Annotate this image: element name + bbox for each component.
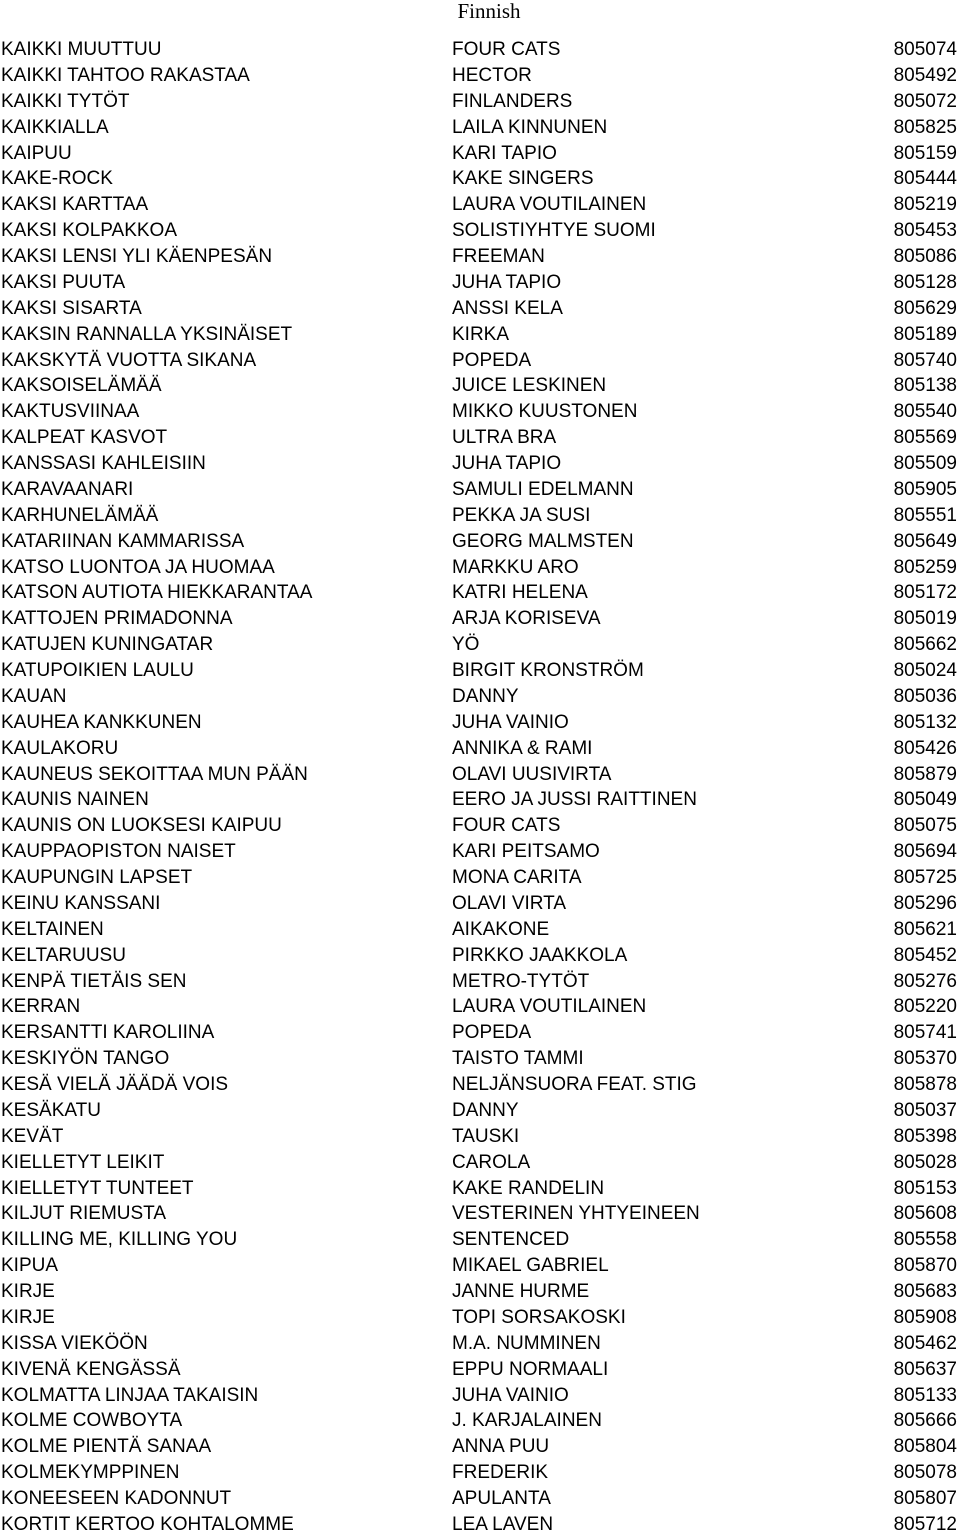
song-code: 805086 bbox=[893, 246, 957, 267]
table-row bbox=[0, 477, 960, 503]
song-artist: MONA CARITA bbox=[452, 867, 582, 888]
table-row bbox=[0, 1046, 960, 1072]
song-artist: KIRKA bbox=[452, 323, 510, 345]
song-title: KAKSI KOLPAKKOA bbox=[1, 220, 178, 242]
song-artist: FREDERIK bbox=[452, 1462, 549, 1484]
song-artist: OLAVI UUSIVIRTA bbox=[452, 763, 612, 785]
table-row bbox=[0, 1460, 960, 1486]
song-title: KAKSI SISARTA bbox=[1, 297, 142, 319]
song-artist: ANNA PUU bbox=[452, 1436, 550, 1458]
song-artist: CAROLA bbox=[452, 1151, 531, 1173]
song-artist: EERO JA JUSSI RAITTINEN bbox=[452, 789, 697, 811]
song-code: 805078 bbox=[893, 1462, 957, 1484]
song-title: KAUAN bbox=[1, 685, 67, 707]
table-row bbox=[0, 1253, 960, 1279]
song-artist: FOUR CATS bbox=[452, 815, 561, 837]
song-artist: ANSSI KELA bbox=[452, 297, 563, 319]
table-row bbox=[0, 994, 960, 1020]
song-artist: MARKKU ARO bbox=[452, 556, 579, 578]
song-code: 805172 bbox=[893, 582, 957, 604]
song-artist: TOPI SORSAKOSKI bbox=[452, 1306, 626, 1328]
song-title: KAIKKI TYTÖT bbox=[1, 90, 130, 112]
song-title: KILLING ME, KILLING YOU bbox=[1, 1229, 238, 1251]
table-row bbox=[0, 348, 960, 374]
song-code: 805444 bbox=[893, 168, 957, 190]
table-row bbox=[0, 1072, 960, 1098]
song-artist: DANNY bbox=[452, 685, 519, 707]
table-row bbox=[0, 1176, 960, 1202]
song-title: KAKSI LENSI YLI KÄENPESÄN bbox=[1, 246, 273, 267]
song-code: 805908 bbox=[893, 1306, 957, 1328]
song-artist: M.A. NUMMINEN bbox=[452, 1332, 601, 1354]
song-artist: KAKE RANDELIN bbox=[452, 1177, 605, 1199]
song-title: KERSANTTI KAROLIINA bbox=[1, 1022, 215, 1044]
song-code: 805036 bbox=[893, 685, 957, 707]
song-artist: DANNY bbox=[452, 1099, 519, 1121]
table-row bbox=[0, 1486, 960, 1512]
table-row bbox=[0, 1331, 960, 1357]
table-row bbox=[0, 969, 960, 995]
song-artist: METRO-TYTÖT bbox=[452, 970, 590, 992]
song-code: 805905 bbox=[893, 478, 957, 500]
song-code: 805138 bbox=[893, 375, 957, 397]
song-artist: ULTRA BRA bbox=[452, 427, 557, 449]
song-title: KORTIT KERTOO KOHTALOMME bbox=[1, 1513, 294, 1535]
song-title: KERRAN bbox=[1, 996, 81, 1018]
table-row bbox=[0, 1098, 960, 1124]
song-title: KOLME COWBOYTA bbox=[1, 1410, 183, 1432]
song-title: KONEESEEN KADONNUT bbox=[1, 1488, 232, 1509]
song-code: 805741 bbox=[893, 1022, 957, 1044]
table-row bbox=[0, 115, 960, 141]
song-artist: PEKKA JA SUSI bbox=[452, 504, 591, 526]
song-title: KEVÄT bbox=[1, 1125, 64, 1147]
song-code: 805509 bbox=[893, 453, 957, 474]
song-title: KENPÄ TIETÄIS SEN bbox=[1, 970, 187, 992]
song-title: KAIKKI TAHTOO RAKASTAA bbox=[1, 64, 250, 86]
song-code: 805666 bbox=[893, 1410, 957, 1432]
song-artist: POPEDA bbox=[452, 1022, 532, 1044]
song-code: 805132 bbox=[893, 711, 957, 733]
song-title: KIELLETYT LEIKIT bbox=[1, 1151, 165, 1173]
song-title: KARHUNELÄMÄÄ bbox=[1, 504, 159, 526]
table-row bbox=[0, 1305, 960, 1331]
song-artist: POPEDA bbox=[452, 349, 532, 371]
table-row bbox=[0, 529, 960, 555]
song-code: 805189 bbox=[893, 323, 957, 345]
song-artist: LEA LAVEN bbox=[452, 1513, 554, 1535]
song-code: 805370 bbox=[893, 1048, 957, 1070]
song-title: KESÄKATU bbox=[1, 1099, 101, 1121]
song-artist: MIKAEL GABRIEL bbox=[452, 1255, 609, 1277]
song-code: 805807 bbox=[893, 1488, 957, 1509]
song-artist: EPPU NORMAALI bbox=[452, 1358, 609, 1380]
song-title: KAKSIN RANNALLA YKSINÄISET bbox=[1, 323, 293, 345]
song-artist: J. KARJALAINEN bbox=[452, 1410, 602, 1432]
song-code: 805259 bbox=[893, 556, 957, 578]
song-title: KAUPPAOPISTON NAISET bbox=[1, 841, 236, 863]
song-title: KAIKKIALLA bbox=[1, 116, 109, 138]
song-artist: SAMULI EDELMANN bbox=[452, 478, 634, 500]
song-code: 805540 bbox=[893, 401, 957, 423]
song-code: 805825 bbox=[893, 116, 957, 138]
song-code: 805019 bbox=[893, 608, 957, 630]
song-title: KAKSOISELÄMÄÄ bbox=[1, 375, 162, 397]
song-artist: FOUR CATS bbox=[452, 39, 561, 60]
table-row bbox=[0, 322, 960, 348]
song-artist: LAILA KINNUNEN bbox=[452, 116, 608, 138]
song-code: 805453 bbox=[893, 220, 957, 242]
song-code: 805608 bbox=[893, 1203, 957, 1225]
song-code: 805398 bbox=[893, 1125, 957, 1147]
table-row bbox=[0, 1150, 960, 1176]
song-code: 805426 bbox=[893, 737, 957, 759]
song-artist: HECTOR bbox=[452, 64, 532, 86]
song-code: 805133 bbox=[893, 1384, 957, 1406]
song-code: 805683 bbox=[893, 1281, 957, 1302]
table-row bbox=[0, 373, 960, 399]
table-row bbox=[0, 296, 960, 322]
table-row bbox=[0, 710, 960, 736]
song-artist: FREEMAN bbox=[452, 246, 545, 267]
song-title: KAKSI KARTTAA bbox=[1, 194, 149, 216]
table-row bbox=[0, 580, 960, 606]
table-row bbox=[0, 1357, 960, 1383]
table-row bbox=[0, 503, 960, 529]
song-artist: PIRKKO JAAKKOLA bbox=[452, 944, 628, 966]
table-row bbox=[0, 1020, 960, 1046]
table-row bbox=[0, 813, 960, 839]
song-artist: BIRGIT KRONSTRÖM bbox=[452, 660, 644, 681]
table-row bbox=[0, 399, 960, 425]
song-title: KAUHEA KANKKUNEN bbox=[1, 711, 202, 733]
table-row bbox=[0, 244, 960, 270]
song-artist: GEORG MALMSTEN bbox=[452, 530, 634, 552]
table-row bbox=[0, 943, 960, 969]
song-code: 805159 bbox=[893, 142, 957, 164]
song-artist: LAURA VOUTILAINEN bbox=[452, 996, 647, 1018]
song-code: 805637 bbox=[893, 1358, 957, 1380]
table-row bbox=[0, 1124, 960, 1150]
song-artist: VESTERINEN YHTYEINEEN bbox=[452, 1203, 700, 1225]
song-code: 805870 bbox=[893, 1255, 957, 1277]
song-title: KESÄ VIELÄ JÄÄDÄ VOIS bbox=[1, 1074, 229, 1095]
song-code: 805072 bbox=[893, 90, 957, 112]
table-row bbox=[0, 658, 960, 684]
song-code: 805725 bbox=[893, 867, 957, 888]
song-title: KISSA VIEKÖÖN bbox=[1, 1332, 148, 1354]
song-title: KATARIINAN KAMMARISSA bbox=[1, 530, 245, 552]
song-artist: NELJÄNSUORA FEAT. STIG bbox=[452, 1074, 697, 1095]
song-title: KANSSASI KAHLEISIIN bbox=[1, 453, 206, 474]
song-title: KIRJE bbox=[1, 1281, 55, 1302]
song-artist: FINLANDERS bbox=[452, 90, 573, 112]
song-title: KAULAKORU bbox=[1, 737, 119, 759]
song-title: KATUPOIKIEN LAULU bbox=[1, 660, 194, 681]
song-title: KALPEAT KASVOT bbox=[1, 427, 168, 449]
song-artist: JUHA VAINIO bbox=[452, 711, 569, 733]
song-code: 805551 bbox=[893, 504, 957, 526]
song-code: 805694 bbox=[893, 841, 957, 863]
song-code: 805879 bbox=[893, 763, 957, 785]
song-code: 805028 bbox=[893, 1151, 957, 1173]
song-title: KAUNEUS SEKOITTAA MUN PÄÄN bbox=[1, 763, 308, 785]
table-row bbox=[0, 787, 960, 813]
song-artist: KAKE SINGERS bbox=[452, 168, 594, 190]
song-artist: LAURA VOUTILAINEN bbox=[452, 194, 647, 216]
song-code: 805452 bbox=[893, 944, 957, 966]
song-artist: KATRI HELENA bbox=[452, 582, 588, 604]
song-artist: AIKAKONE bbox=[452, 918, 550, 940]
song-title: KATSO LUONTOA JA HUOMAA bbox=[1, 556, 275, 578]
song-artist: APULANTA bbox=[452, 1488, 551, 1509]
song-artist: JUHA TAPIO bbox=[452, 271, 562, 293]
song-artist: JUHA TAPIO bbox=[452, 453, 562, 474]
song-title: KAKE-ROCK bbox=[1, 168, 113, 190]
song-code: 805276 bbox=[893, 970, 957, 992]
song-code: 805629 bbox=[893, 297, 957, 319]
song-code: 805462 bbox=[893, 1332, 957, 1354]
table-row bbox=[0, 166, 960, 192]
song-title: KATSON AUTIOTA HIEKKARANTAA bbox=[1, 582, 313, 604]
table-row bbox=[0, 917, 960, 943]
table-row bbox=[0, 1279, 960, 1305]
song-title: KOLMATTA LINJAA TAKAISIN bbox=[1, 1384, 259, 1406]
song-title: KATTOJEN PRIMADONNA bbox=[1, 608, 233, 630]
table-row bbox=[0, 1201, 960, 1227]
song-code: 805024 bbox=[893, 660, 957, 681]
song-title: KILJUT RIEMUSTA bbox=[1, 1203, 167, 1225]
song-code: 805075 bbox=[893, 815, 957, 837]
song-title: KIPUA bbox=[1, 1255, 59, 1277]
song-title: KIRJE bbox=[1, 1306, 55, 1328]
table-row bbox=[0, 1227, 960, 1253]
table-row bbox=[0, 1434, 960, 1460]
song-code: 805712 bbox=[893, 1513, 957, 1535]
song-code: 805558 bbox=[893, 1229, 957, 1251]
song-code: 805740 bbox=[893, 349, 957, 371]
song-code: 805492 bbox=[893, 64, 957, 86]
table-row bbox=[0, 192, 960, 218]
song-title: KEINU KANSSANI bbox=[1, 892, 161, 914]
song-artist: SENTENCED bbox=[452, 1229, 570, 1251]
table-row bbox=[0, 141, 960, 167]
table-row bbox=[0, 218, 960, 244]
table-row bbox=[0, 606, 960, 632]
song-code: 805621 bbox=[893, 918, 957, 940]
song-title: KELTAINEN bbox=[1, 918, 104, 940]
song-code: 805128 bbox=[893, 271, 957, 293]
song-title: KAIPUU bbox=[1, 142, 72, 164]
table-row bbox=[0, 270, 960, 296]
song-title: KIVENÄ KENGÄSSÄ bbox=[1, 1358, 181, 1380]
table-row bbox=[0, 762, 960, 788]
table-row bbox=[0, 37, 960, 63]
table-row bbox=[0, 736, 960, 762]
song-code: 805074 bbox=[893, 39, 957, 60]
song-title: KOLMEKYMPPINEN bbox=[1, 1462, 180, 1484]
song-artist: JUICE LESKINEN bbox=[452, 375, 607, 397]
table-row bbox=[0, 451, 960, 477]
song-title: KAUPUNGIN LAPSET bbox=[1, 867, 193, 888]
song-title: KOLME PIENTÄ SANAA bbox=[1, 1436, 212, 1458]
song-title: KATUJEN KUNINGATAR bbox=[1, 634, 214, 656]
song-code: 805049 bbox=[893, 789, 957, 811]
song-artist: TAISTO TAMMI bbox=[452, 1048, 584, 1070]
song-code: 805037 bbox=[893, 1099, 957, 1121]
table-row bbox=[0, 632, 960, 658]
table-row bbox=[0, 89, 960, 115]
song-artist: SOLISTIYHTYE SUOMI bbox=[452, 220, 656, 242]
song-title: KAKSI PUUTA bbox=[1, 271, 126, 293]
song-artist: TAUSKI bbox=[452, 1125, 520, 1147]
table-row bbox=[0, 555, 960, 581]
song-artist: KARI PEITSAMO bbox=[452, 841, 600, 863]
song-title: KIELLETYT TUNTEET bbox=[1, 1177, 194, 1199]
table-row bbox=[0, 1512, 960, 1538]
song-title: KAUNIS ON LUOKSESI KAIPUU bbox=[1, 815, 282, 837]
song-code: 805569 bbox=[893, 427, 957, 449]
song-code: 805219 bbox=[893, 194, 957, 216]
table-row bbox=[0, 865, 960, 891]
song-title: KAKTUSVIINAA bbox=[1, 401, 140, 423]
song-artist: ANNIKA & RAMI bbox=[452, 737, 593, 759]
song-title: KAUNIS NAINEN bbox=[1, 789, 149, 811]
song-code: 805804 bbox=[893, 1436, 957, 1458]
song-code: 805878 bbox=[893, 1074, 957, 1095]
song-title: KELTARUUSU bbox=[1, 944, 126, 966]
song-artist: YÖ bbox=[452, 634, 480, 656]
table-row bbox=[0, 684, 960, 710]
song-code: 805296 bbox=[893, 892, 957, 914]
song-title: KAIKKI MUUTTUU bbox=[1, 39, 162, 60]
song-artist: MIKKO KUUSTONEN bbox=[452, 401, 638, 423]
table-row bbox=[0, 839, 960, 865]
song-artist: ARJA KORISEVA bbox=[452, 608, 601, 630]
page-title: Finnish bbox=[457, 0, 521, 23]
song-code: 805220 bbox=[893, 996, 957, 1018]
table-row bbox=[0, 1383, 960, 1409]
table-row bbox=[0, 1408, 960, 1434]
song-artist: OLAVI VIRTA bbox=[452, 892, 567, 914]
table-row bbox=[0, 63, 960, 89]
song-artist: JANNE HURME bbox=[452, 1281, 590, 1302]
song-artist: KARI TAPIO bbox=[452, 142, 557, 164]
song-title: KARAVAANARI bbox=[1, 478, 134, 500]
song-code: 805662 bbox=[893, 634, 957, 656]
table-row bbox=[0, 425, 960, 451]
song-code: 805649 bbox=[893, 530, 957, 552]
song-list bbox=[0, 37, 960, 1538]
table-row bbox=[0, 891, 960, 917]
song-code: 805153 bbox=[893, 1177, 957, 1199]
song-title: KAKSKYTÄ VUOTTA SIKANA bbox=[1, 349, 257, 371]
song-artist: JUHA VAINIO bbox=[452, 1384, 569, 1406]
song-title: KESKIYÖN TANGO bbox=[1, 1048, 170, 1070]
